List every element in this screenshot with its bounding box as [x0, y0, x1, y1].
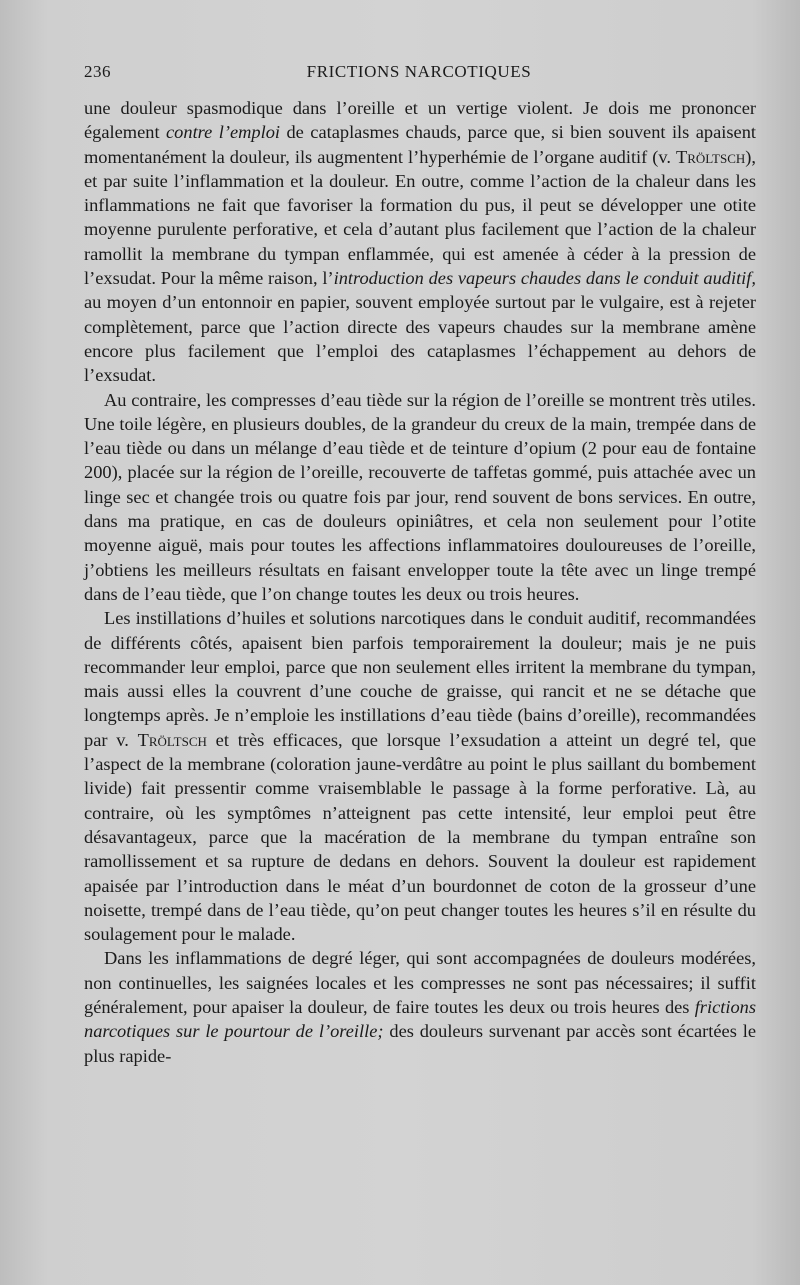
- paragraph-2: Au contraire, les compresses d’eau tiède sur la région de l’oreille se montrent très utiles. Une toile légère, en plusieurs doubles, de la grandeur du creux de la main, trempée dans de l’eau tiède ou dans un mélange d’eau tiède et de teinture d’opium (2 pour eau de fontaine 200), placée sur la région de l’oreille, recouverte de taffetas gommé, puis attachée avec un linge sec et changée trois ou quatre fois par jour, rend souvent de bons services. En outre, dans ma pratique, en cas de douleurs opiniâtres, et cela non seulement pour l’otite moyenne aiguë, mais pour toutes les affections inflammatoires douloureuses de l’oreille, j’obtiens les meilleurs résultats en faisant envelopper toute la tête avec un linge trempé dans de l’eau tiède, que l’on change toutes les deux ou trois heures.: [84, 389, 756, 604]
- emphasis-contre-lemploi: contre l’emploi: [166, 122, 281, 143]
- page-header: [84, 62, 754, 86]
- page-number: 236: [84, 62, 111, 81]
- emphasis-frictions-narcotiques: frictions narcotiques sur le pourtour de l’oreille;: [84, 996, 756, 1042]
- paragraph-4: Dans les inflammations de degré léger, qui sont accompagnées de douleurs modérées, non continuelles, les saignées locales et les compresses ne sont pas nécessaires; il suffit généralement, pour apaiser la douleur, de faire toutes les deux ou trois heures des frictions narcotiques sur le pourtour de l’oreille; des douleurs survenant par accès sont écartées le plus rapide-: [84, 948, 756, 1066]
- paragraph-1: une douleur spasmodique dans l’oreille et un vertige violent. Je dois me prononcer également contre l’emploi de cataplasmes chauds, parce que, si bien souvent ils apaisent momentanément la douleur, ils augmentent l’hyperhémie de l’organe auditif (v. Tröltsch), et par suite l’inflammation et la douleur. En outre, comme l’action de la chaleur dans les inflammations ne fait que favoriser la formation du pus, il peut se développer une otite moyenne purulente perforative, et cela d’autant plus facilement que l’action de la chaleur ramollit la membrane du tympan enflammée, qui est amenée à céder à la pression de l’exsudat. Pour la même raison, l’introduction des vapeurs chaudes dans le conduit auditif, au moyen d’un entonnoir en papier, souvent employée surtout par le vulgaire, est à rejeter complètement, parce que l’action directe des vapeurs chaudes sur la membrane amène encore plus facilement que l’emploi des cataplasmes l’échappement au dehors de l’exsudat.: [84, 98, 757, 386]
- author-name: Tröltsch: [675, 146, 746, 167]
- emphasis-introduction-vapeurs: introduction des vapeurs chaudes dans le conduit auditif,: [333, 268, 756, 289]
- paragraph-3: Les instillations d’huiles et solutions narcotiques dans le conduit auditif, recommandées de différents côtés, apaisent bien parfois temporairement la douleur; mais je ne puis recommander leur emploi, parce que non seulement elles irritent la membrane du tympan, mais aussi elles la couvrent d’une couche de graisse, qui rancit et ne se détache que longtemps après. Je n’emploie les instillations d’eau tiède (bains d’oreille), recommandées par v. Tröltsch et très efficaces, que lorsque l’exsudation a atteint un degré tel, que l’aspect de la membrane (coloration jaune-verdâtre au point le plus saillant du bombement livide) fait pressentir comme vraisemblable le passage à la forme perforative. Là, au contraire, où les symptômes n’atteignent pas cette intensité, leur emploi peut être désavantageux, parce que la macération de la membrane du tympan entraîne son ramollissement et sa rupture de dedans en dehors. Souvent la douleur est rapidement apaisée par l’introduction dans le méat d’un bourdonnet de coton de la grosseur d’une noisette, trempé dans de l’eau tiède, qu’on peut changer toutes les heures s’il en résulte du soulagement pour le malade.: [84, 608, 756, 945]
- author-name: Tröltsch: [137, 729, 207, 750]
- running-title: FRICTIONS NARCOTIQUES: [306, 62, 532, 81]
- body-text: [84, 96, 756, 1068]
